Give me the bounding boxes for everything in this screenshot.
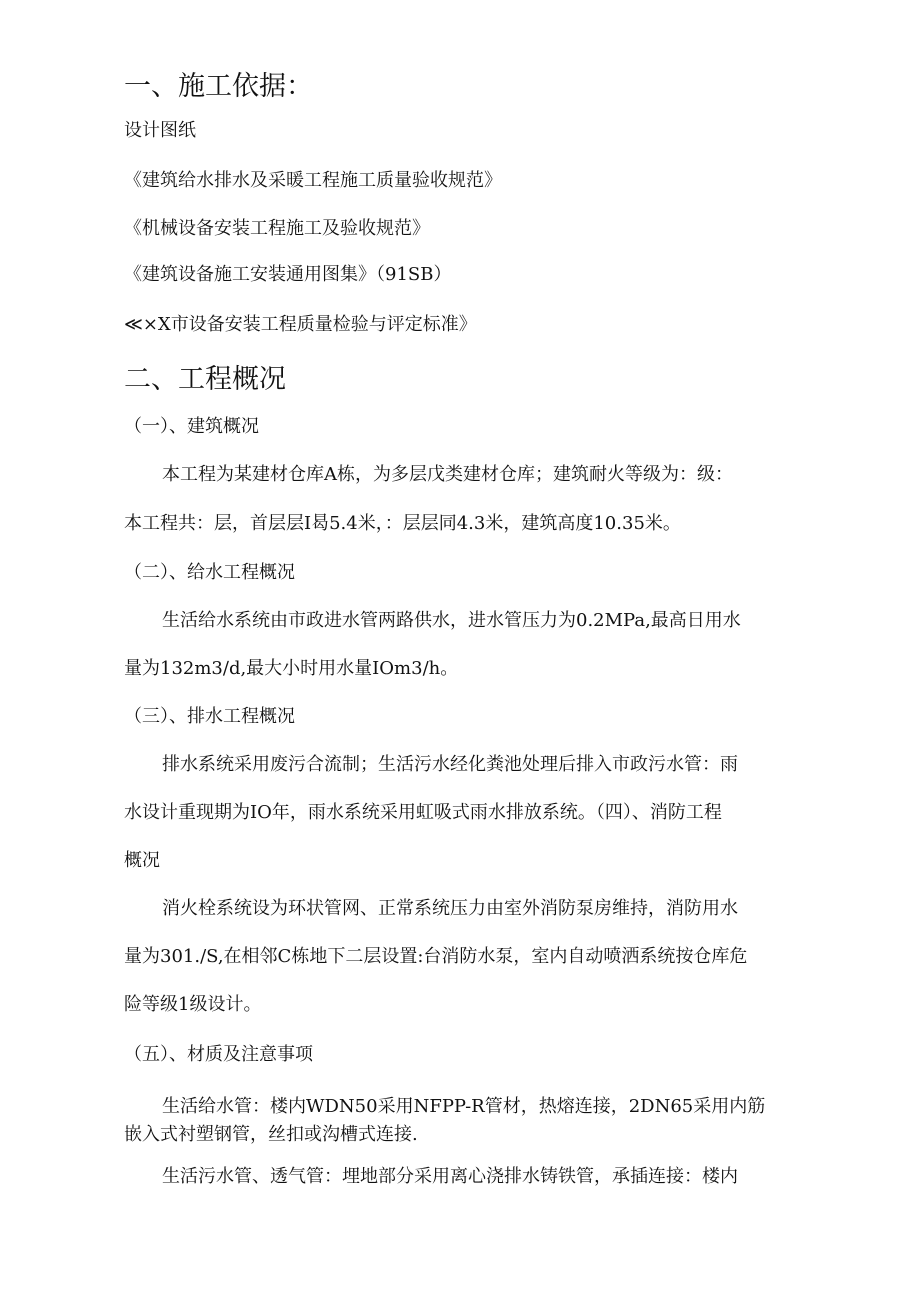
paragraph-line: 生活污水管、透气管：埋地部分采用离心浇排水铸铁管，承插连接：楼内 [162,1166,738,1187]
section-heading-project-overview: 二、工程概况 [124,364,286,395]
paragraph-line: 量为132m3∕d,最大小时用水量IOm3/h。 [124,658,459,679]
section-heading-construction-basis: 一、施工依据： [124,71,313,102]
basis-item: 《建筑给水排水及采暖工程施工质量验收规范》 [124,170,502,191]
subsection-title: （五）、材质及注意事项 [124,1044,313,1065]
basis-item: 设计图纸 [124,120,196,141]
paragraph-line: 排水系统采用废污合流制；生活污水经化粪池处理后排入市政污水管：雨 [162,754,738,775]
paragraph-line: 险等级1级设计。 [124,994,262,1015]
paragraph-line: 生活给水系统由市政进水管两路供水，进水管压力为0.2MPa,最高日用水 [162,610,741,631]
paragraph-line: 本工程共：层，首层层I曷5.4米，：层层同4.3米，建筑高度10.35米。 [124,513,681,534]
basis-item: 《机械设备安装工程施工及验收规范》 [124,218,430,239]
subsection-title: （一）、建筑概况 [124,416,259,437]
basis-item: 《建筑设备施工安装通用图集》（91SB） [124,264,452,285]
paragraph-line: 量为301./S,在相邻C栋地下二层设置:台消防水泵，室内自动喷洒系统按仓库危 [124,946,748,967]
paragraph-line: 生活给水管：楼内WDN50采用NFPP-R管材，热熔连接，2DN65采用内筋 [162,1096,766,1117]
paragraph-line: 消火栓系统设为环状管网、正常系统压力由室外消防泵房维持，消防用水 [162,898,738,919]
subsection-title: （二）、给水工程概况 [124,562,295,583]
paragraph-line: 概况 [124,850,160,871]
paragraph-line: 水设计重现期为IO年，雨水系统采用虹吸式雨水排放系统。（四）、消防工程 [124,802,722,823]
paragraph-line: 本工程为某建材仓库A栋，为多层戊类建材仓库；建筑耐火等级为：级： [162,464,733,485]
basis-item: ≪×X市设备安装工程质量检验与评定标准》 [124,314,477,335]
subsection-title: （三）、排水工程概况 [124,706,295,727]
paragraph-line: 嵌入式衬塑钢管，丝扣或沟槽式连接. [124,1124,418,1145]
